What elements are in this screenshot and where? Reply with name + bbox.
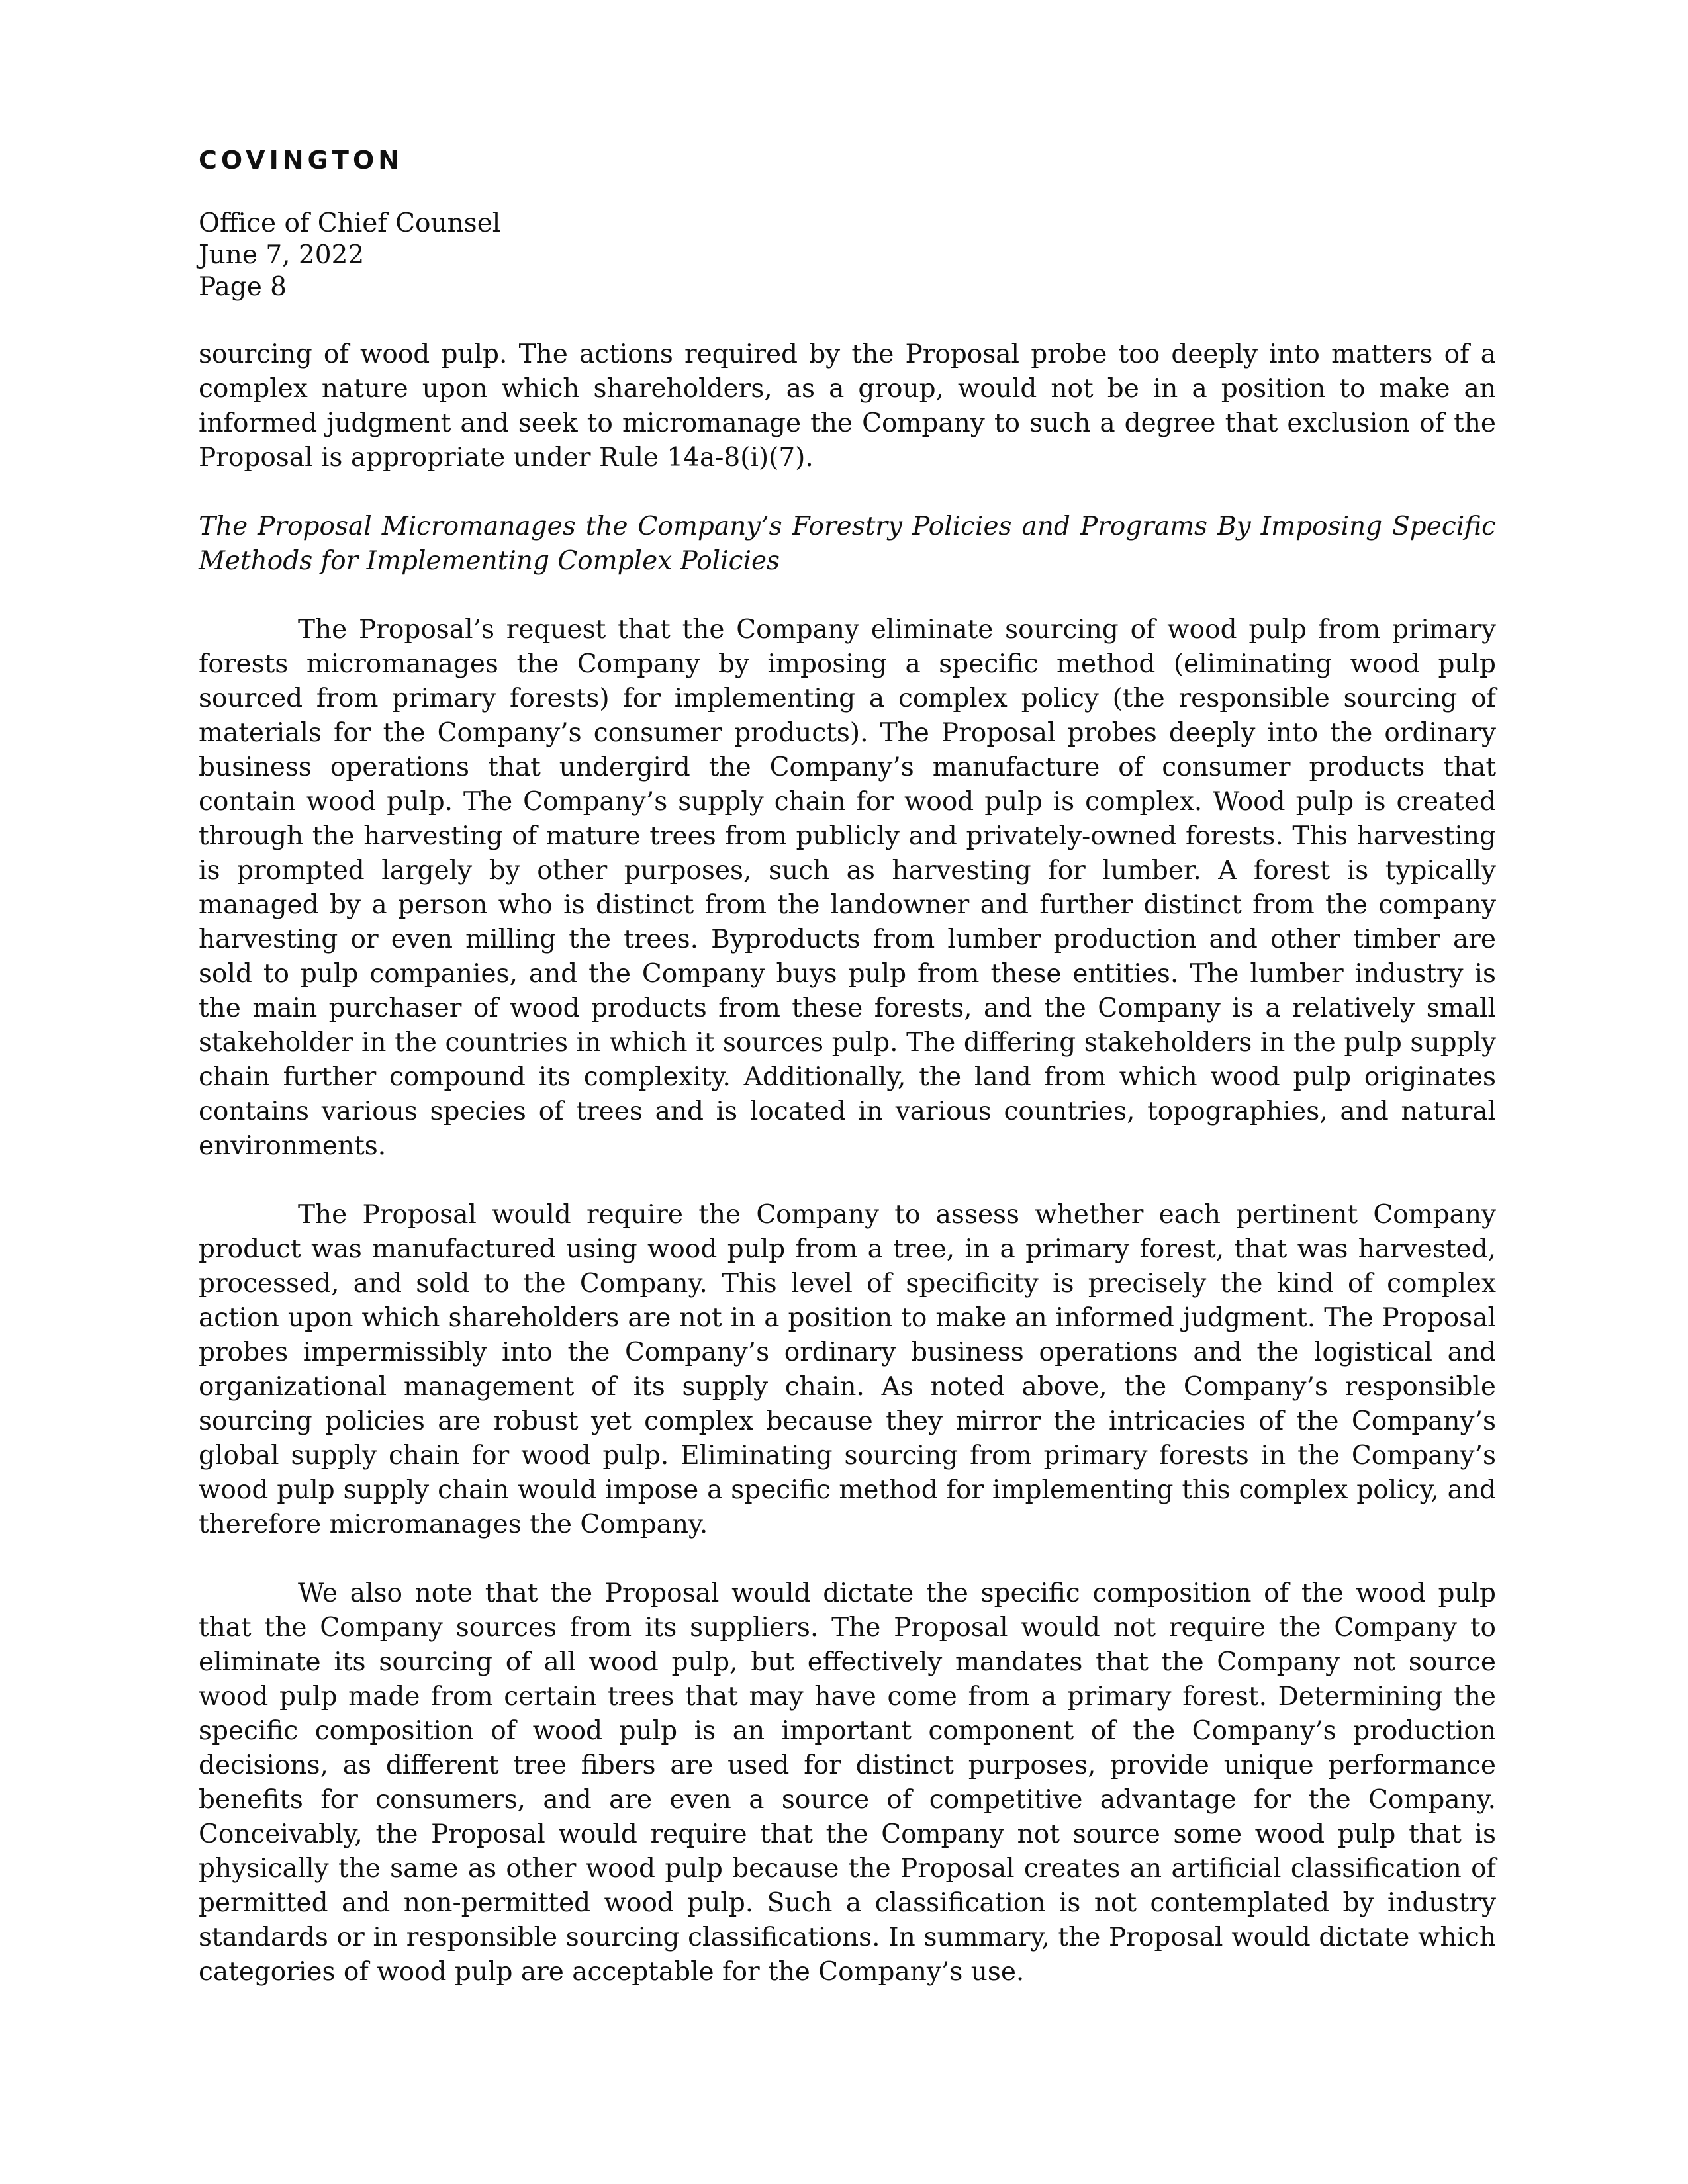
- body-paragraph-2: The Proposal’s request that the Company eliminate sourcing of wood pulp from primary forests micromanages the Company by imposing a specific method (eliminating wood pulp sourced from primary forests) for implementing a complex policy (the responsible sourcing of materials for the Company’s consumer products). The Proposal probes deeply into the ordinary business operations that undergird the Company’s manufacture of consumer products that contain wood pulp. The Company’s supply chain for wood pulp is complex. Wood pulp is created through the harvesting of mature trees from publicly and privately-owned forests. This harvesting is prompted largely by other purposes, such as harvesting for lumber. A forest is typically managed by a person who is distinct from the landowner and further distinct from the company harvesting or even milling the trees. Byproducts from lumber production and other timber are sold to pulp companies, and the Company buys pulp from these entities. The lumber industry is the main purchaser of wood products from these forests, and the Company is a relatively small stakeholder in the countries in which it sources pulp. The differing stakeholders in the pulp supply chain further compound its complexity. Additionally, the land from which wood pulp originates contains various species of trees and is located in various countries, topographies, and natural environments.: [199, 615, 1496, 1161]
- date-line: June 7, 2022: [199, 240, 365, 270]
- recipient-line: Office of Chief Counsel: [199, 208, 501, 238]
- section-subheading: The Proposal Micromanages the Company’s Forestry Policies and Programs By Imposing Specific Methods for Implementing Complex Policies: [199, 512, 1496, 576]
- body-paragraph-3: The Proposal would require the Company to assess whether each pertinent Company product was manufactured using wood pulp from a tree, in a primary forest, that was harvested, processed, and sold to the Company. This level of specificity is precisely the kind of complex action upon which shareholders are not in a position to make an informed judgment. The Proposal probes impermissibly into the Company’s ordinary business operations and the logistical and organizational management of its supply chain. As noted above, the Company’s responsible sourcing policies are robust yet complex because they mirror the intricacies of the Company’s global supply chain for wood pulp. Eliminating sourcing from primary forests in the Company’s wood pulp supply chain would impose a specific method for implementing this complex policy, and therefore micromanages the Company.: [199, 1200, 1496, 1539]
- firm-logo: COVINGTON: [199, 146, 404, 175]
- document-page: [199, 144, 1496, 2024]
- letter-header: [199, 208, 1496, 303]
- body-paragraph-1: sourcing of wood pulp. The actions required by the Proposal probe too deeply into matters of a complex nature upon which shareholders, as a group, would not be in a position to make an informed judgment and seek to micromanage the Company to such a degree that exclusion of the Proposal is appropriate under Rule 14a-8(i)(7).: [199, 340, 1496, 473]
- letter-body: [199, 338, 1496, 1989]
- page-number: Page 8: [199, 272, 287, 302]
- body-paragraph-4: We also note that the Proposal would dictate the specific composition of the wood pulp that the Company sources from its suppliers. The Proposal would not require the Company to eliminate its sourcing of all wood pulp, but effectively mandates that the Company not source wood pulp made from certain trees that may have come from a primary forest. Determining the specific composition of wood pulp is an important component of the Company’s production decisions, as different tree fibers are used for distinct purposes, provide unique performance benefits for consumers, and are even a source of competitive advantage for the Company. Conceivably, the Proposal would require that the Company not source some wood pulp that is physically the same as other wood pulp because the Proposal creates an artificial classification of permitted and non-permitted wood pulp. Such a classification is not contemplated by industry standards or in responsible sourcing classifications. In summary, the Proposal would dictate which categories of wood pulp are acceptable for the Company’s use.: [199, 1578, 1496, 1987]
